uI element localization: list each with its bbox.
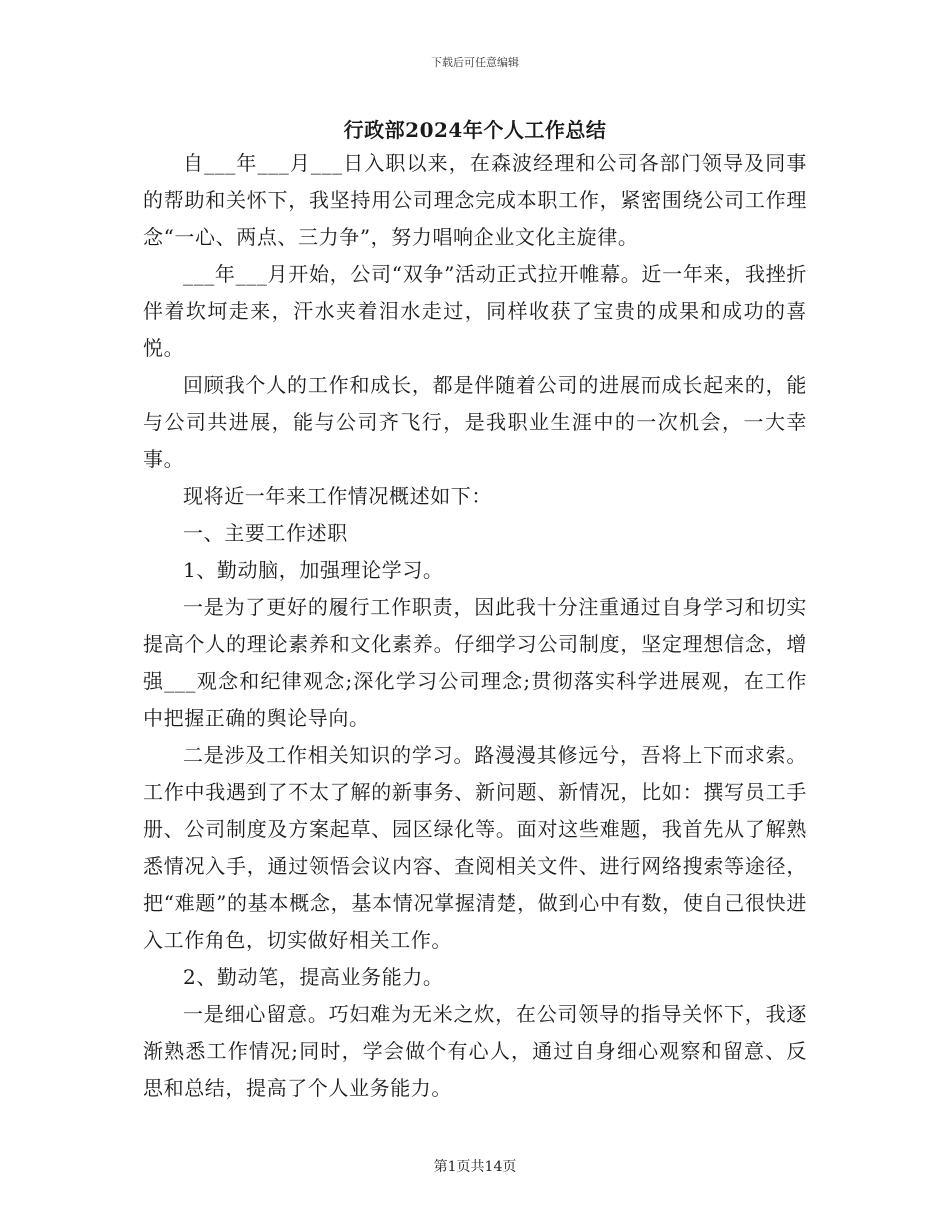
paragraph-writing-one: 一是细心留意。巧妇难为无米之炊，在公司领导的指导关怀下，我逐渐熟悉工作情况;同时，学会做个有心人，通过自身细心观察和留意、反思和总结，提高了个人业务能力。 — [143, 1002, 807, 1100]
subheading-writing: 2、勤动笔，提高业务能力。 — [183, 965, 444, 989]
document-body — [143, 145, 807, 1107]
subheading-study: 1、勤动脑，加强理论学习。 — [183, 558, 444, 582]
paragraph-intro: 自___年___月___日入职以来，在森波经理和公司各部门领导及同事的帮助和关怀下，我坚持用公司理念完成本职工作，紧密围绕公司工作理念“一心、两点、三力争”，努力唱响企业文化主旋律。 — [143, 151, 807, 249]
paragraph-review: 回顾我个人的工作和成长，都是伴随着公司的进展而成长起来的，能与公司共进展，能与公司齐飞行，是我职业生涯中的一次机会，一大幸事。 — [143, 373, 807, 471]
document-title: 行政部2024年个人工作总结 — [343, 118, 607, 142]
paragraph-study-two: 二是涉及工作相关知识的学习。路漫漫其修远兮，吾将上下而求索。工作中我遇到了不太了解的新事务、新问题、新情况，比如：撰写员工手册、公司制度及方案起草、园区绿化等。面对这些难题，我首先从了解熟悉情况入手，通过领悟会议内容、查阅相关文件、进行网络搜索等途径，把“难题”的基本概念，基本情况掌握清楚，做到心中有数，使自己很快进入工作角色，切实做好相关工作。 — [143, 743, 807, 952]
paragraph-overview: 现将近一年来工作情况概述如下： — [183, 484, 492, 508]
section-heading-main-work: 一、主要工作述职 — [183, 521, 348, 545]
paragraph-activity: ___年___月开始，公司“双争”活动正式拉开帷幕。近一年来，我挫折伴着坎坷走来，汗水夹着泪水走过，同样收获了宝贵的成果和成功的喜悦。 — [143, 262, 807, 360]
header-note: 下载后可任意编辑 — [431, 56, 519, 69]
paragraph-study-one: 一是为了更好的履行工作职责，因此我十分注重通过自身学习和切实提高个人的理论素养和文化素养。仔细学习公司制度，坚定理想信念，增强___观念和纪律观念;深化学习公司理念;贯彻落实科学进展观，在工作中把握正确的舆论导向。 — [143, 595, 807, 730]
page-footer: 第1页共14页 — [433, 1159, 517, 1175]
